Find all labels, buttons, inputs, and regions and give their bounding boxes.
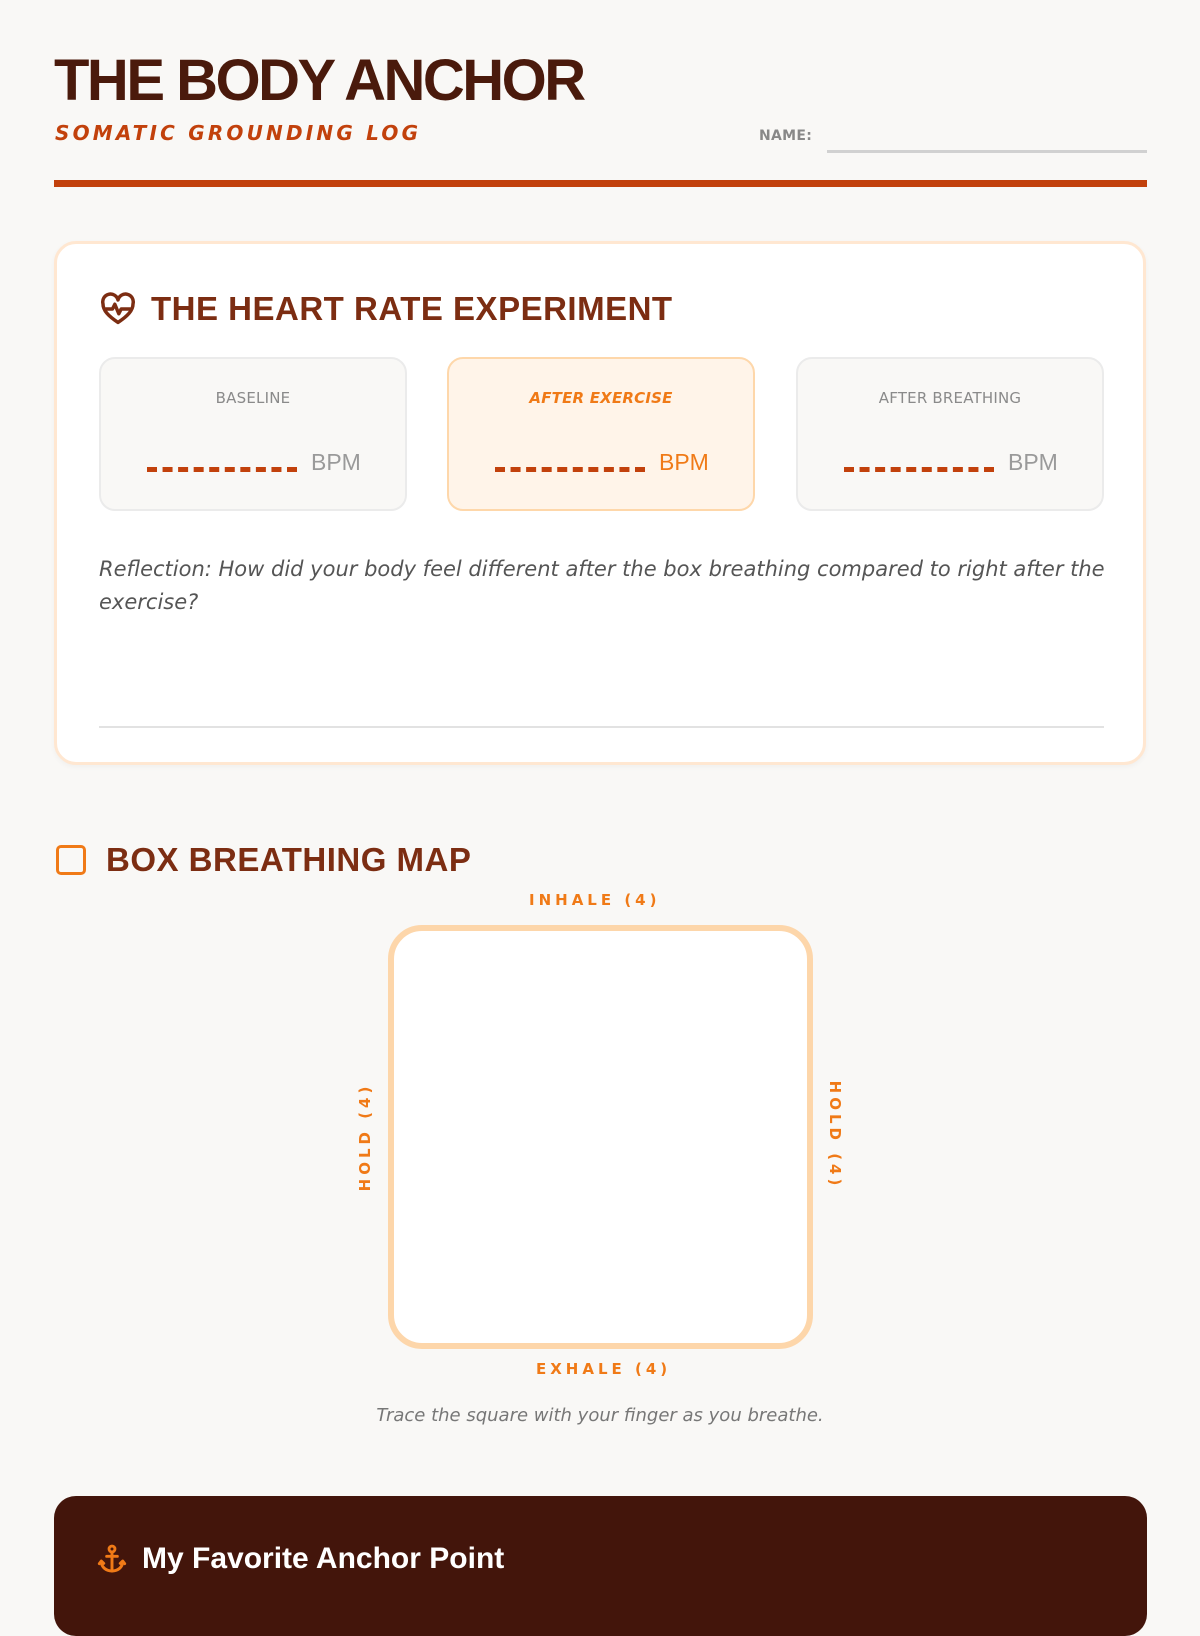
after-breathing-box xyxy=(796,357,1104,511)
bpm-entry-line[interactable] xyxy=(495,467,645,472)
page-subtitle: SOMATIC GROUNDING LOG xyxy=(55,121,422,145)
breathing-square[interactable] xyxy=(388,925,813,1349)
exhale-label: EXHALE (4) xyxy=(536,1360,672,1378)
baseline-box xyxy=(99,357,407,511)
anchor-heading xyxy=(96,1542,504,1576)
inhale-label: INHALE (4) xyxy=(529,891,661,909)
anchor-icon xyxy=(96,1543,128,1575)
bpm-box-label: BASELINE xyxy=(215,389,291,407)
anchor-title: My Favorite Anchor Point xyxy=(142,1542,505,1575)
reflection-prompt: Reflection: How did your body feel different after the box breathing compared to right after the exercise? xyxy=(99,557,1105,614)
heart-rate-card xyxy=(54,241,1146,765)
square-outline-icon xyxy=(56,845,86,875)
bpm-box-label: AFTER EXERCISE xyxy=(529,389,673,407)
bpm-unit: BPM xyxy=(659,449,709,475)
bpm-box-label: AFTER BREATHING xyxy=(878,389,1022,407)
heart-rate-heading xyxy=(99,290,673,328)
reflection-answer-line[interactable] xyxy=(99,726,1104,728)
bpm-entry-line[interactable] xyxy=(844,467,994,472)
hold-left-label: HOLD (4) xyxy=(356,1082,374,1192)
name-field[interactable] xyxy=(827,150,1147,153)
box-breathing-title: BOX BREATHING MAP xyxy=(106,841,472,878)
bpm-unit: BPM xyxy=(311,449,361,475)
hold-right-label: HOLD (4) xyxy=(826,1080,844,1190)
name-label: NAME: xyxy=(759,128,813,144)
page-title: THE BODY ANCHOR xyxy=(54,48,584,113)
bpm-unit: BPM xyxy=(1008,449,1058,475)
heart-pulse-icon xyxy=(99,290,137,328)
anchor-panel xyxy=(54,1496,1147,1636)
heart-rate-title: THE HEART RATE EXPERIMENT xyxy=(151,290,673,327)
header-divider xyxy=(54,180,1147,187)
breathing-caption: Trace the square with your finger as you breathe. xyxy=(376,1405,824,1426)
bpm-entry-line[interactable] xyxy=(147,467,297,472)
box-breathing-heading xyxy=(56,841,471,879)
after-exercise-box xyxy=(447,357,755,511)
